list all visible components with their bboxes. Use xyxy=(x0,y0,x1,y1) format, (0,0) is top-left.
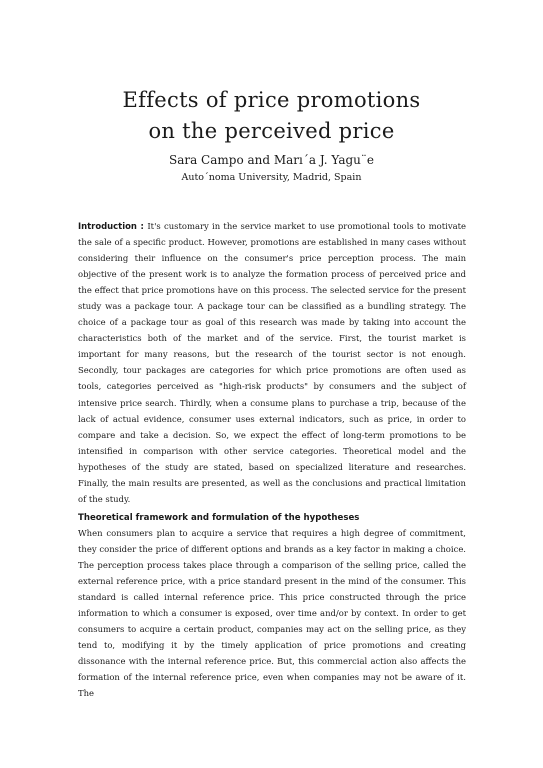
theoretical-framework-paragraph: When consumers plan to acquire a service that requires a high degree of commitment, they consider the price of different options and brands as a key factor in making a choice. The perception process takes place through a comparison of the selling price, called the external reference price, with a price standard present in the mind of the consumer. This standard is called internal reference price. This price constructed through the price information to which a consumer is exposed, over time and/or by context. In order to get consumers to acquire a certain product, companies may act on the selling price, as they tend to, modifying it by the timely application of price promotions and creating dissonance with the internal reference price. But, this commercial action also affects the formation of the internal reference price, even when companies may not be aware of it. The xyxy=(78,528,466,699)
introduction-text: It's customary in the service market to use promotional tools to motivate the sale of a specific product. However, promotions are established in many cases without considering their influence on the consumer's price perception process. The main objective of the present work is to analyze the formation process of perceived price and the effect that price promotions have on this process. The selected service for the present study was a package tour. A package tour can be classified as a bundling strategy. The choice of a package tour as goal of this research was made by taking into account the characteristics both of the market and of the service. First, the tourist market is important for many reasons, but the research of the tourist sector is not enough. Secondly, tour packages are categories for which price promotions are often used as tools, categories perceived as "high-risk products" by consumers and the subject of intensive price search. Thirdly, when a consume plans to purchase a trip, because of the lack of actual evidence, consumer uses external indicators, such as price, in order to compare and take a decision. So, we expect the effect of long-term promotions to be intensified in comparison with other service categories. Theoretical model and the hypotheses of the study are stated, based on specialized literature and researches. Finally, the main results are presented, as well as the conclusions and practical limitation of the study. xyxy=(78,221,467,504)
paper-title-line-2: on the perceived price xyxy=(148,119,395,143)
paper-affiliation: Auto´noma University, Madrid, Spain xyxy=(181,172,362,183)
introduction-heading: Introduction xyxy=(78,221,137,231)
introduction-separator: : xyxy=(136,221,148,231)
paper-title-line-1: Effects of price promotions xyxy=(122,88,421,112)
paper-authors: Sara Campo and Marı´a J. Yagu¨e xyxy=(168,153,375,167)
section-heading-theoretical-framework: Theoretical framework and formulation of the hypotheses xyxy=(78,513,360,523)
introduction-paragraph xyxy=(78,218,466,507)
